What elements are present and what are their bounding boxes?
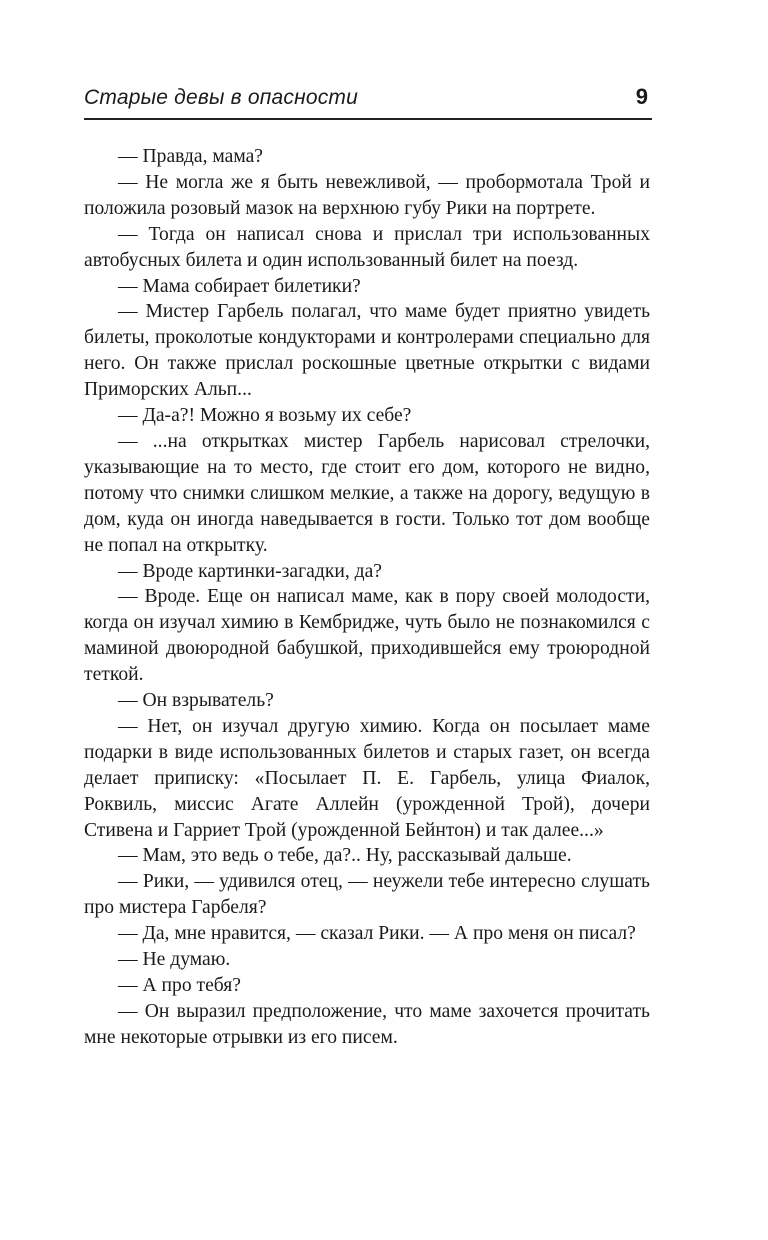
paragraph: — Не думаю.: [118, 949, 231, 971]
body-text: [84, 144, 650, 1051]
paragraph: — ...на открытках мистер Гарбель нарисовал стрелочки, указывающие на то место, где стоит его дом, которого не видно, потому что снимки слишком мелкие, а также на дорогу, ведущую в дом, куда он иногда наведывается в гости. Только тот дом вообще не попал на открытку.: [84, 430, 650, 556]
paragraph: — Нет, он изучал другую химию. Когда он посылает маме подарки в виде использованных билетов и старых газет, он всегда делает приписку: «Посылает П. Е. Гарбель, улица Фиалок, Роквиль, миссис Агате Аллейн (урожденной Трой), дочери Стивена и Гарриет Трой (урожденной Бейнтон) и так далее...»: [84, 715, 650, 841]
running-title: Старые девы в опасности: [84, 86, 359, 109]
paragraph: — А про тебя?: [118, 975, 241, 996]
running-header: [84, 82, 652, 120]
paragraph: — Да, мне нравится, — сказал Рики. — А про меня он писал?: [118, 923, 636, 945]
paragraph: — Мама собирает билетики?: [118, 275, 361, 297]
paragraph: — Мам, это ведь о тебе, да?.. Ну, рассказывай дальше.: [118, 845, 572, 867]
paragraph: — Не могла же я быть невежливой, — пробормотала Трой и положила розовый мазок на верхнюю губу Рики на портрете.: [84, 171, 650, 219]
paragraph: — Да-а?! Можно я возьму их себе?: [118, 405, 412, 427]
paragraph: — Тогда он написал снова и прислал три использованных автобусных билета и один использованный билет на поезд.: [84, 223, 650, 271]
paragraph: — Правда, мама?: [118, 146, 263, 167]
paragraph: — Вроде. Еще он написал маме, как в пору своей молодости, когда он изучал химию в Кембридже, чуть было не познакомился с маминой двоюродной бабушкой, приходившейся ему троюродной теткой.: [84, 586, 650, 686]
paragraph: — Он выразил предположение, что маме захочется прочитать мне некоторые отрывки из его писем.: [84, 1000, 650, 1048]
paragraph: — Он взрыватель?: [118, 690, 274, 712]
paragraph: — Вроде картинки-загадки, да?: [118, 560, 382, 582]
paragraph: — Рики, — удивился отец, — неужели тебе интересно слушать про мистера Гарбеля?: [84, 871, 650, 919]
paragraph: — Мистер Гарбель полагал, что маме будет приятно увидеть билеты, проколотые кондукторами и контролерами специально для него. Он также прислал роскошные цветные открытки с видами Приморских Альп...: [84, 301, 650, 401]
page-number: 9: [635, 84, 648, 109]
